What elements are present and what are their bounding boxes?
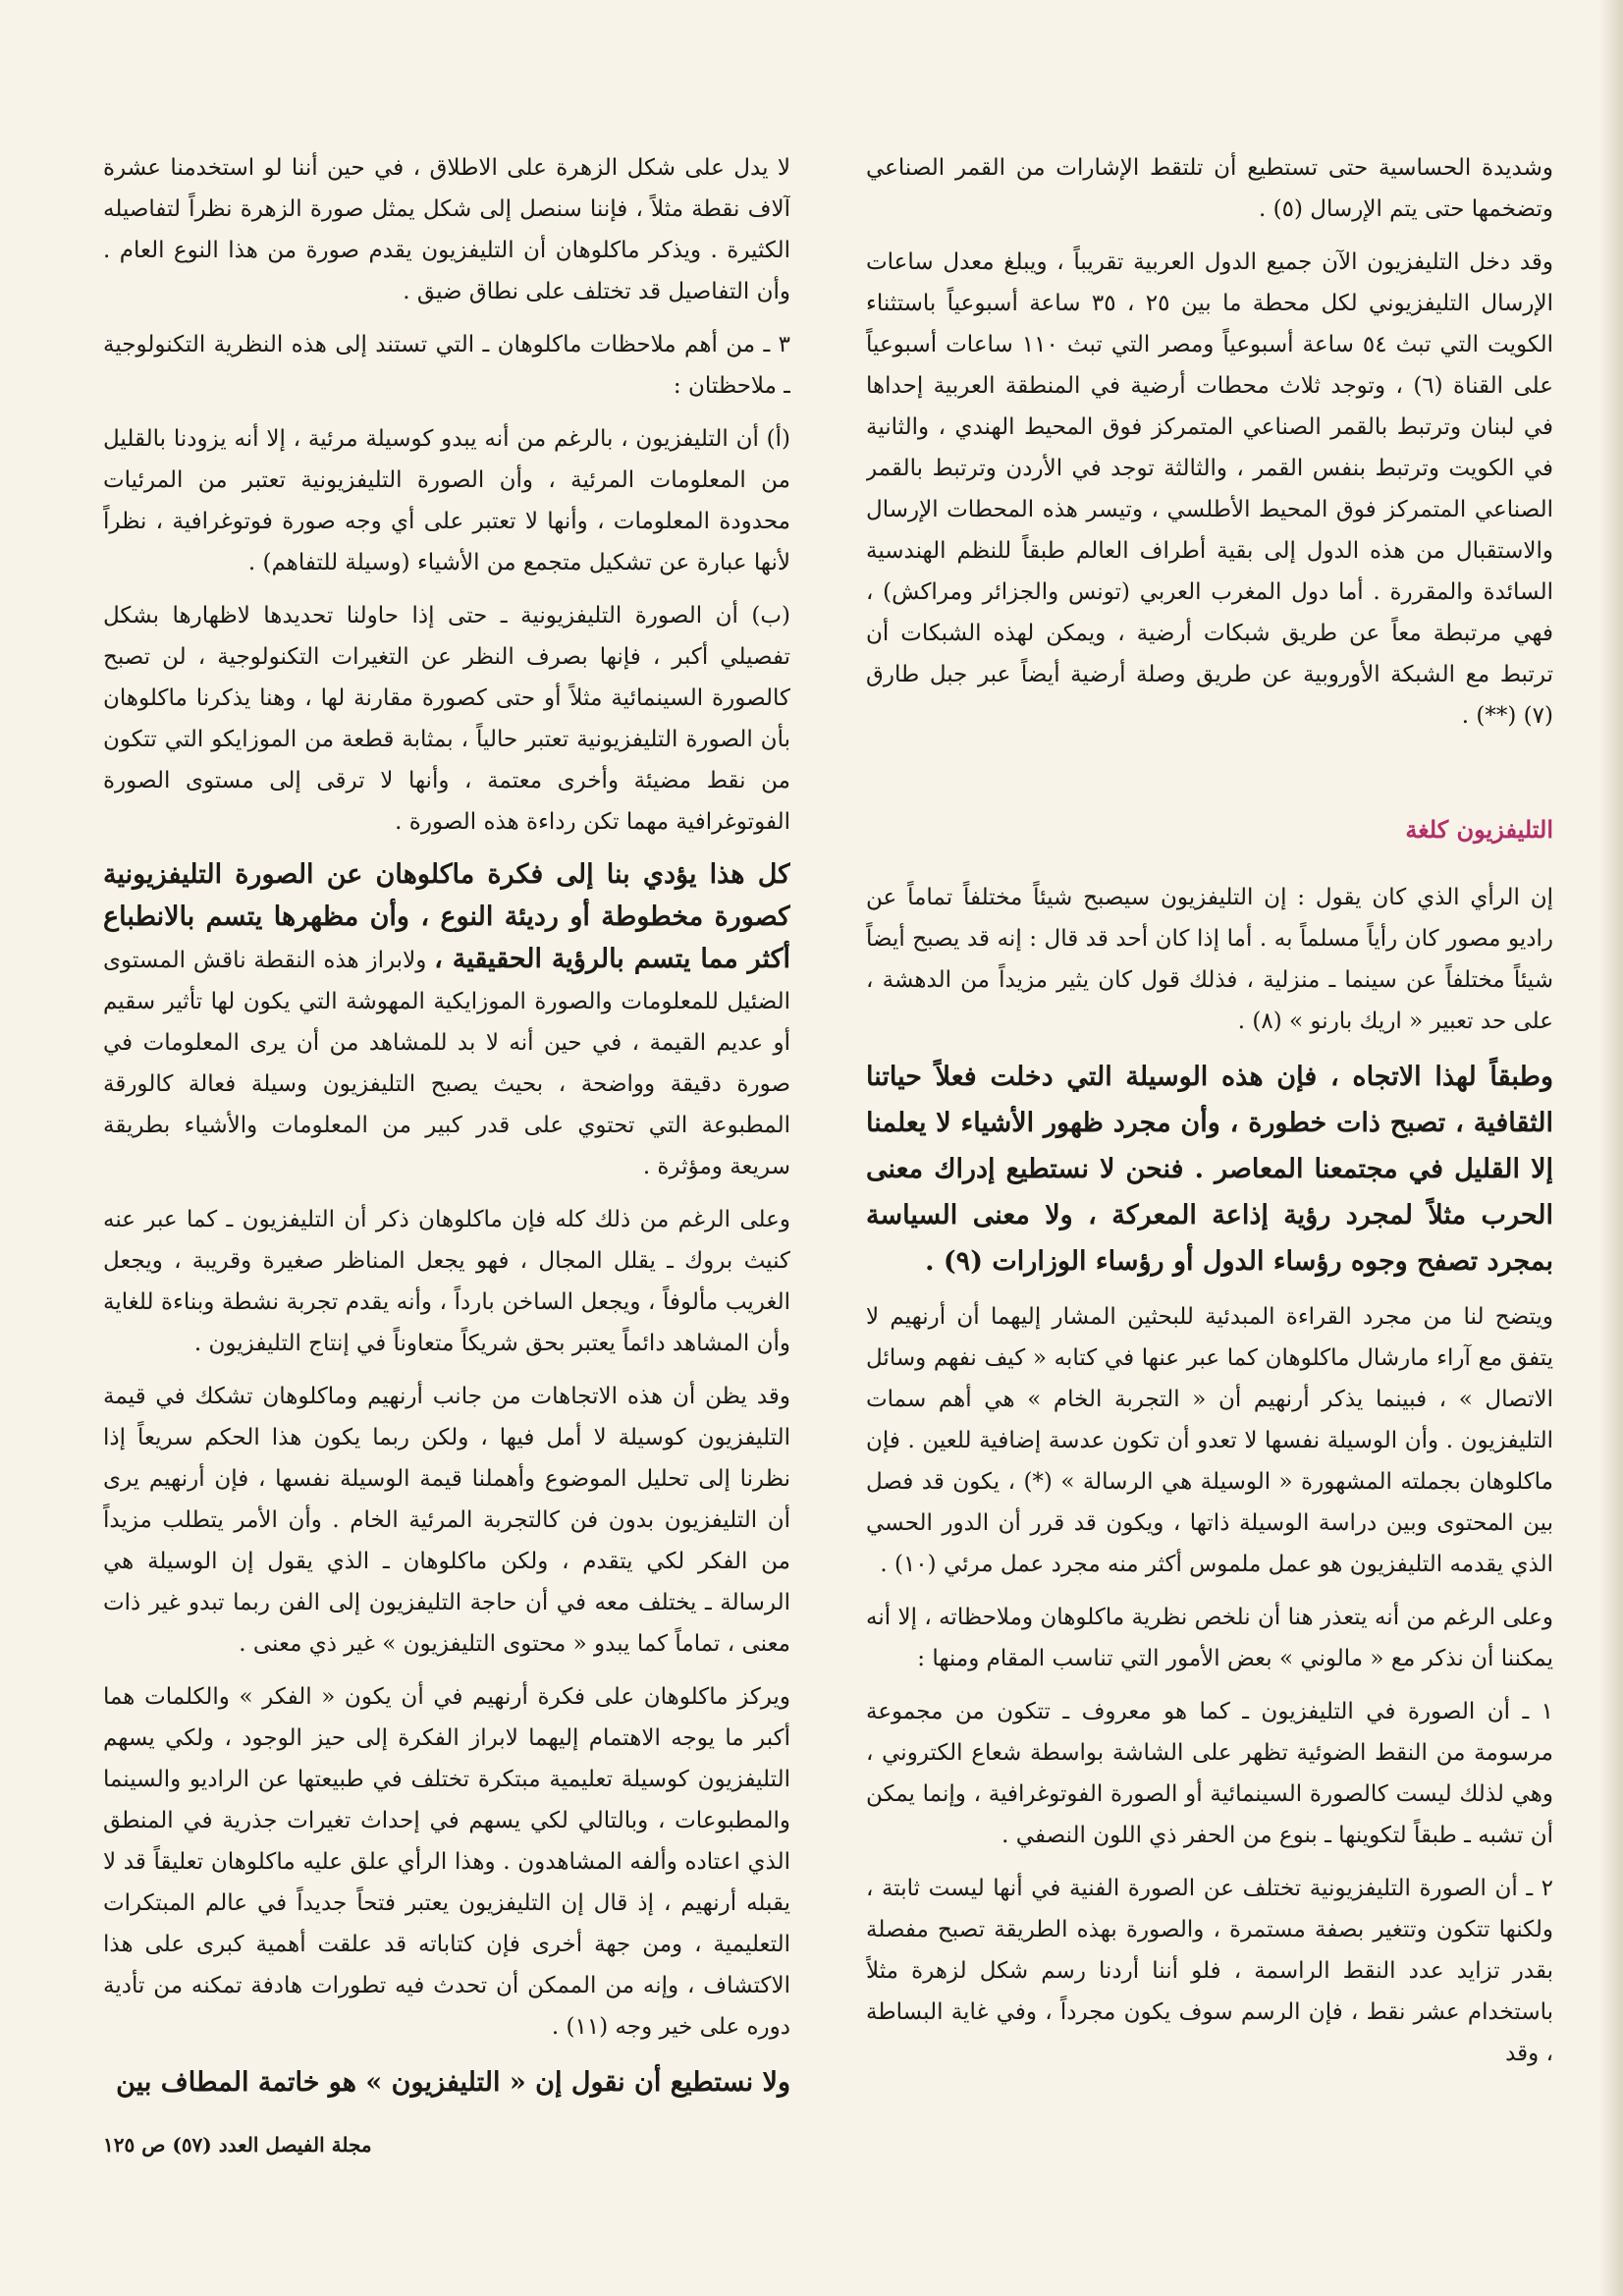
list-item-3a: (أ) أن التليفزيون ، بالرغم من أنه يبدو كوسيلة مرئية ، إلا أنه يزودنا بالقليل من المعلومات المرئية ، وأن الصورة التليفزيونية تعتبر من المرئيات محدودة المعلومات ، وأنها لا تعتبر على أي وجه صورة فوتوغرافية ، نظراً لأنها عبارة عن تشكيل متجمع من الأشياء (وسيلة للتفاهم) . xyxy=(103,426,790,575)
page-footer: مجلة الفيصل العدد (٥٧) ص ١٢٥ xyxy=(103,2133,372,2157)
paragraph-kenneth-brook: وعلى الرغم من ذلك كله فإن ماكلوهان ذكر أن التليفزيون ـ كما عبر عنه كنيث بروك ـ يقلل المجال ، فهو يجعل المناظر صغيرة وقريبة ، ويجعل الغريب مألوفاً ، ويجعل الساخن بارداً ، وأنه يقدم تجربة نشطة وبناءة للغاية وأن المشاهد دائماً يعتبر بحق شريكاً متعاوناً في إنتاج التليفزيون . xyxy=(103,1207,790,1356)
paragraph-arnheim-mcluhan: ويتضح لنا من مجرد القراءة المبدئية للبحثين المشار إليهما أن أرنهيم لا يتفق مع آراء مارشال ماكلوهان كما عبر عنها في كتابه « كيف نفهم وسائل الاتصال » ، فبينما يذكر أرنهيم أن « التجربة الخام » هي أهم سمات التليفزيون . وأن الوسيلة نفسها لا تعدو أن تكون عدسة إضافية للعين . فإن ماكلوهان بجملته المشهورة « الوسيلة هي الرسالة » (*) ، يكون قد فصل بين المحتوى وبين دراسة الوسيلة ذاتها ، ويكون قد قرر أن الدور الحسي الذي يقدمه التليفزيون هو عمل ملموس أكثر منه مجرد عمل مرئي (١٠) . xyxy=(866,1304,1553,1577)
paragraph-thought-words: ويركز ماكلوهان على فكرة أرنهيم في أن يكون « الفكر » والكلمات هما أكبر ما يوجه الاهتمام إليهما لابراز الفكرة إلى حيز الوجود ، ولكي يسهم التليفزيون كوسيلة تعليمية مبتكرة تختلف في طبيعتها عن الراديو والسينما والمطبوعات ، وبالتالي لكي يسهم في إحداث تغيرات جذرية في المنطق الذي اعتاده وألفه المشاهدون . وهذا الرأي علق عليه ماكلوهان تعليقاً قد لا يقبله أرنهيم ، إذ قال إن التليفزيون يعتبر فتحاً جديداً في عالم المبتكرات التعليمية ، ومن جهة أخرى فإن كتاباته قد علقت أهمية كبرى على هذا الاكتشاف ، وإنه من الممكن أن تحدث فيه تطورات هادفة تمكنه من تأدية دوره على خير وجه (١١) . xyxy=(103,1684,790,2040)
paragraph-mcluhan-idea-rest: ولابراز هذه النقطة ناقش المستوى الضئيل للمعلومات والصورة الموزايكية المهوشة التي يكون لها تأثير سقيم أو عديم القيمة ، في حين أنه لا بد للمشاهد من أن يرى المعلومات في صورة دقيقة وواضحة ، بحيث يصبح التليفزيون وسيلة فعالة كالورقة المطبوعة التي تحتوي على قدر كبير من المعلومات والأشياء بطريقة سريعة ومؤثرة . xyxy=(103,948,790,1179)
paragraph-mcluhan-idea-lead: كل هذا يؤدي بنا إلى فكرة ماكلوهان عن الصورة التليفزيونية كصورة مخطوطة أو رديئة النوع ، وأن مظهرها يتسم بالانطباع أكثر مما يتسم بالرؤية الحقيقية ، xyxy=(103,859,790,974)
paragraph-summary-intro: وعلى الرغم من أنه يتعذر هنا أن نلخص نظرية ماكلوهان وملاحظاته ، إلا أنه يمكننا أن نذكر مع « مالوني » بعض الأمور التي تناسب المقام ومنها : xyxy=(866,1605,1553,1671)
paragraph-satellite-sensitivity: وشديدة الحساسية حتى تستطيع أن تلتقط الإشارات من القمر الصناعي وتضخمها حتى يتم الإرسال (٥) . xyxy=(866,155,1553,222)
paragraph-lead-bold: وطبقاً لهذا الاتجاه ، فإن هذه الوسيلة التي دخلت فعلاً حياتنا الثقافية ، تصبح ذات خطورة ، وأن مجرد ظهور الأشياء لا يعلمنا إلا القليل في مجتمعنا المعاصر . فنحن لا نستطيع إدراك معنى الحرب مثلاً لمجرد رؤية إذاعة المعركة ، ولا معنى السياسة بمجرد تصفح وجوه رؤساء الدول أو رؤساء الوزارات (٩) . xyxy=(866,1062,1553,1277)
paragraph-closing-lead: ولا نستطيع أن نقول إن « التليفزيون » هو خاتمة المطاف بين xyxy=(116,2067,790,2098)
paragraph-tv-intro: إن الرأي الذي كان يقول : إن التليفزيون سيصبح شيئاً مختلفاً تماماً عن راديو مصور كان رأياً مسلماً به . أما إذا كان أحد قد قال : إنه قد يصبح أيضاً شيئاً مختلفاً عن سينما ـ منزلية ، فذلك قول كان يثير مزيداً من الدهشة ، على حد تعبير « اريك بارنو » (٨) . xyxy=(866,885,1553,1034)
list-item-3b: (ب) أن الصورة التليفزيونية ـ حتى إذا حاولنا تحديدها لاظهارها بشكل تفصيلي أكبر ، فإنها بصرف النظر عن التغيرات التكنولوجية ، لن تصبح كالصورة السينمائية مثلاً أو حتى كصورة مقارنة لها ، وهنا يذكرنا ماكلوهان بأن الصورة التليفزيونية تعتبر حالياً ، بمثابة قطعة من الموزايكو التي تتكون من نقط مضيئة وأخرى معتمة ، وأنها لا ترقى إلى مستوى الصورة الفوتوغرافية مهما تكن رداءة هذه الصورة . xyxy=(103,603,790,835)
paragraph-flower-detail: لا يدل على شكل الزهرة على الاطلاق ، في حين أننا لو استخدمنا عشرة آلاف نقطة مثلاً ، فإننا سنصل إلى شكل يمثل صورة الزهرة نظراً لتفاصيله الكثيرة . ويذكر ماكلوهان أن التليفزيون يقدم صورة من هذا النوع العام . وأن التفاصيل قد تختلف على نطاق ضيق . xyxy=(103,155,790,304)
list-item-3: ٣ ـ من أهم ملاحظات ماكلوهان ـ التي تستند إلى هذه النظرية التكنولوجية ـ ملاحظتان : xyxy=(103,332,790,399)
section-title: التليفزيون كلغة xyxy=(1405,815,1553,844)
list-item-1: ١ ـ أن الصورة في التليفزيون ـ كما هو معروف ـ تتكون من مجموعة مرسومة من النقط الضوئية تظهر على الشاشة بواسطة شعاع الكتروني ، وهي لذلك ليست كالصورة السينمائية أو الصورة الفوتوغرافية ، وإنما يمكن أن تشبه ـ طبقاً لتكوينها ـ بنوع من الحفر ذي اللون النصفي . xyxy=(866,1699,1553,1848)
paragraph-arnheim-mcluhan-views: وقد يظن أن هذه الاتجاهات من جانب أرنهيم وماكلوهان تشكك في قيمة التليفزيون كوسيلة لا أمل فيها ، ولكن ربما يكون هذا الحكم سريعاً إذا نظرنا إلى تحليل الموضوع وأهملنا قيمة الوسيلة نفسها ، فإن أرنهيم يرى أن التليفزيون بدون فن كالتجربة المرئية الخام . وأن الأمر يتطلب مزيداً من الفكر لكي يتقدم ، ولكن ماكلوهان ـ الذي يقول إن الوسيلة هي الرسالة ـ يختلف معه في أن حاجة التليفزيون إلى الفن ربما تبدو غير ذات معنى ، تماماً كما يبدو « محتوى التليفزيون » غير ذي معنى . xyxy=(103,1384,790,1657)
paragraph-mcluhan-idea xyxy=(103,854,790,1187)
page-edge-shadow xyxy=(1599,0,1623,2296)
list-item-2: ٢ ـ أن الصورة التليفزيونية تختلف عن الصورة الفنية في أنها ليست ثابتة ، ولكنها تتكون وتتغير بصفة مستمرة ، والصورة بهذه الطريقة تصبح مفصلة بقدر تزايد عدد النقط الراسمة ، فلو أننا أردنا رسم شكل لزهرة مثلاً باستخدام عشر نقط ، فإن الرسم سوف يكون مجرداً ، وفي غاية البساطة ، وقد xyxy=(866,1876,1553,2066)
left-column xyxy=(103,147,790,2121)
right-column xyxy=(866,147,1553,2121)
paragraph-arab-tv-broadcast: وقد دخل التليفزيون الآن جميع الدول العربية تقريباً ، ويبلغ معدل ساعات الإرسال التليفزيوني لكل محطة ما بين ٢٥ ، ٣٥ ساعة أسبوعياً باستثناء الكويت التي تبث ٥٤ ساعة أسبوعياً ومصر التي تبث ١١٠ ساعات أسبوعياً على القناة (٦) ، وتوجد ثلاث محطات أرضية في المنطقة العربية إحداها في لبنان وترتبط بالقمر الصناعي المتمركز فوق المحيط الهندي ، والثانية في الكويت وترتبط بنفس القمر ، والثالثة توجد في الأردن وترتبط بالقمر الصناعي المتمركز فوق المحيط الأطلسي ، وتيسر هذه المحطات الإرسال والاستقبال من هذه الدول إلى بقية أطراف العالم طبقاً للنظم الهندسية السائدة والمقررة . أما دول المغرب العربي (تونس والجزائر ومراكش) ، فهي مرتبطة معاً عن طريق شبكات أرضية ، ويمكن لهذه الشبكات أن ترتبط مع الشبكة الأوروبية عن طريق وصلة أرضية أيضاً عبر جبل طارق (٧) (**) . xyxy=(866,249,1553,729)
